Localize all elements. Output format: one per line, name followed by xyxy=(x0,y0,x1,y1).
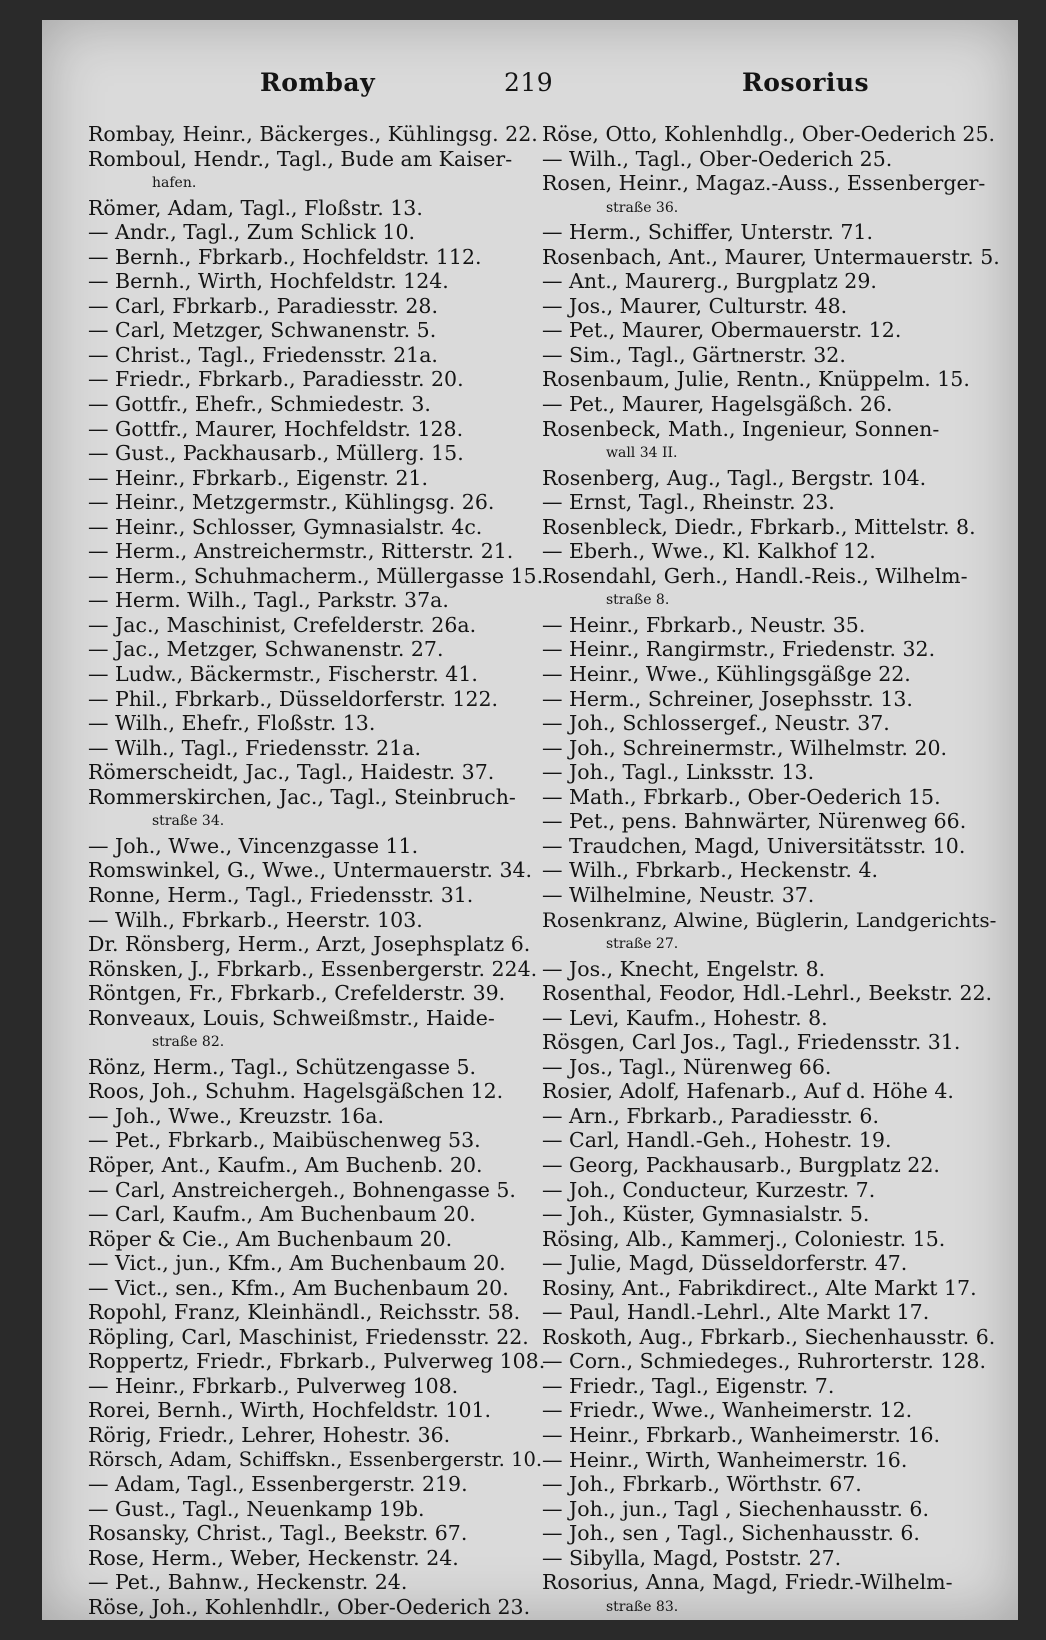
directory-entry: Rombay, Heinr., Bäckerges., Kühlingsg. 22. xyxy=(88,122,538,146)
directory-entry: — Ernst, Tagl., Rheinstr. 23. xyxy=(542,490,835,515)
directory-entry: — Wilh., Ehefr., Floßstr. 13. xyxy=(88,711,376,736)
directory-entry: — Gottfr., Ehefr., Schmiedestr. 3. xyxy=(88,392,431,417)
directory-entry: Röper, Ant., Kaufm., Am Buchenb. 20. xyxy=(88,1152,483,1177)
directory-entry: — Heinr., Rangirmstr., Friedenstr. 32. xyxy=(542,637,936,662)
directory-entry: — Heinr., Fbrkarb., Wanheimerstr. 16. xyxy=(542,1422,941,1447)
directory-entry: Rosenbach, Ant., Maurer, Untermauerstr. 5. xyxy=(542,244,1000,269)
directory-entry: Romboul, Hendr., Tagl., Bude am Kaiser- xyxy=(88,146,513,171)
directory-entry: — Pet., Maurer, Hagelsgäßch. 26. xyxy=(542,392,893,417)
directory-entry: — Bernh., Wirth, Hochfeldstr. 124. xyxy=(88,269,449,294)
directory-entry: Rosen, Heinr., Magaz.-Auss., Essenberger- xyxy=(542,171,986,196)
directory-entry: — Wilh., Tagl., Ober-Oederich 25. xyxy=(542,146,893,171)
directory-entry: — Carl, Handl.-Geh., Hohestr. 19. xyxy=(542,1128,892,1153)
directory-entry: — Ludw., Bäckermstr., Fischerstr. 41. xyxy=(88,662,478,687)
directory-entry: Rosenkranz, Alwine, Büglerin, Landgerichts- xyxy=(542,907,997,932)
directory-entry: — Bernh., Fbrkarb., Hochfeldstr. 112. xyxy=(88,244,482,269)
directory-entry: Ronveaux, Louis, Schweißmstr., Haide- xyxy=(88,1005,495,1030)
directory-entry: Rommerskirchen, Jac., Tagl., Steinbruch- xyxy=(88,784,516,809)
directory-entry: — Heinr., Wirth, Wanheimerstr. 16. xyxy=(542,1447,908,1472)
directory-entry: Rosenberg, Aug., Tagl., Bergstr. 104. xyxy=(542,465,927,490)
directory-entry: — Heinr., Metzgermstr., Kühlingsg. 26. xyxy=(88,490,495,515)
directory-entry: — Herm., Schuhmacherm., Müllergasse 15. xyxy=(88,563,544,588)
directory-entry: — Herm., Schiffer, Unterstr. 71. xyxy=(542,220,873,245)
directory-entry: — Pet., Maurer, Obermauerstr. 12. xyxy=(542,318,902,343)
directory-entry: Rösing, Alb., Kammerj., Coloniestr. 15. xyxy=(542,1226,946,1251)
entry-continuation: straße 36. xyxy=(606,199,679,216)
directory-entry: — Eberh., Wwe., Kl. Kalkhof 12. xyxy=(542,539,876,564)
header-left-keyword: Rombay xyxy=(260,68,376,97)
directory-entry: Römer, Adam, Tagl., Floßstr. 13. xyxy=(88,195,423,220)
directory-entry: Ronne, Herm., Tagl., Friedensstr. 31. xyxy=(88,882,474,907)
directory-entry: — Joh., Tagl., Linksstr. 13. xyxy=(542,760,815,785)
directory-entry: — Friedr., Tagl., Eigenstr. 7. xyxy=(542,1373,835,1398)
entry-continuation: straße 83. xyxy=(606,1598,679,1615)
directory-entry: — Pet., Bahnw., Heckenstr. 24. xyxy=(88,1570,408,1595)
entry-continuation: straße 34. xyxy=(152,813,225,830)
directory-entry: — Adam, Tagl., Essenbergerstr. 219. xyxy=(88,1472,468,1497)
directory-entry: Rorei, Bernh., Wirth, Hochfeldstr. 101. xyxy=(88,1398,492,1423)
directory-entry: Rosenbeck, Math., Ingenieur, Sonnen- xyxy=(542,416,940,441)
directory-entry: — Wilh., Tagl., Friedensstr. 21a. xyxy=(88,735,421,760)
directory-entry: — Herm., Anstreichermstr., Ritterstr. 21. xyxy=(88,539,514,564)
directory-entry: — Pet., Fbrkarb., Maibüschenweg 53. xyxy=(88,1128,481,1153)
directory-entry: — Arn., Fbrkarb., Paradiesstr. 6. xyxy=(542,1103,879,1128)
directory-entry: Rosorius, Anna, Magd, Friedr.-Wilhelm- xyxy=(542,1570,953,1595)
directory-entry: Röpling, Carl, Maschinist, Friedensstr. 22. xyxy=(88,1324,529,1349)
directory-entry: — Phil., Fbrkarb., Düsseldorferstr. 122. xyxy=(88,686,499,711)
directory-entry: — Vict., sen., Kfm., Am Buchenbaum 20. xyxy=(88,1275,509,1300)
directory-entry: — Vict., jun., Kfm., Am Buchenbaum 20. xyxy=(88,1251,506,1276)
directory-entry: — Joh., Conducteur, Kurzestr. 7. xyxy=(542,1177,876,1202)
directory-entry: — Jos., Maurer, Culturstr. 48. xyxy=(542,293,848,318)
directory-entry: — Joh., Schreinermstr., Wilhelmstr. 20. xyxy=(542,735,948,760)
directory-entry: — Friedr., Fbrkarb., Paradiesstr. 20. xyxy=(88,367,464,392)
entry-continuation: straße 27. xyxy=(606,936,679,953)
directory-entry: Rönsken, J., Fbrkarb., Essenbergerstr. 224. xyxy=(88,956,538,981)
directory-entry: — Pet., pens. Bahnwärter, Nürenweg 66. xyxy=(542,809,967,834)
directory-entry: — Gust., Packhausarb., Müllerg. 15. xyxy=(88,441,464,466)
directory-entry: — Gust., Tagl., Neuenkamp 19b. xyxy=(88,1496,425,1521)
directory-entry: Röse, Joh., Kohlenhdlr., Ober-Oederich 23. xyxy=(88,1594,531,1619)
directory-entry: — Herm. Wilh., Tagl., Parkstr. 37a. xyxy=(88,588,449,613)
directory-entry: Röse, Otto, Kohlenhdlg., Ober-Oederich 25. xyxy=(542,122,996,146)
directory-entry: — Sibylla, Magd, Poststr. 27. xyxy=(542,1545,842,1570)
directory-entry: Rörig, Friedr., Lehrer, Hohestr. 36. xyxy=(88,1422,451,1447)
directory-entry: Rose, Herm., Weber, Heckenstr. 24. xyxy=(88,1545,459,1570)
directory-entry: — Jac., Maschinist, Crefelderstr. 26a. xyxy=(88,612,477,637)
directory-entry: — Traudchen, Magd, Universitätsstr. 10. xyxy=(542,833,966,858)
entry-continuation: straße 82. xyxy=(152,1034,225,1051)
page-number: 219 xyxy=(504,68,554,97)
directory-entry: — Heinr., Fbrkarb., Neustr. 35. xyxy=(542,612,866,637)
directory-entry: Römerscheidt, Jac., Tagl., Haidestr. 37. xyxy=(88,760,495,785)
directory-entry: — Wilh., Fbrkarb., Heerstr. 103. xyxy=(88,907,423,932)
directory-entry: — Heinr., Wwe., Kühlingsgäßge 22. xyxy=(542,662,911,687)
directory-entry: — Levi, Kaufm., Hohestr. 8. xyxy=(542,1005,828,1030)
directory-entry: Rosendahl, Gerh., Handl.-Reis., Wilhelm- xyxy=(542,563,968,588)
directory-entry: — Carl, Metzger, Schwanenstr. 5. xyxy=(88,318,437,343)
directory-entry: — Jos., Knecht, Engelstr. 8. xyxy=(542,956,826,981)
directory-entry: Rosenbleck, Diedr., Fbrkarb., Mittelstr. 8. xyxy=(542,514,976,539)
directory-entry: Röper & Cie., Am Buchenbaum 20. xyxy=(88,1226,453,1251)
directory-entry: Rosansky, Christ., Tagl., Beekstr. 67. xyxy=(88,1521,468,1546)
directory-entry: Rosenbaum, Julie, Rentn., Knüppelm. 15. xyxy=(542,367,970,392)
directory-entry: — Sim., Tagl., Gärtnerstr. 32. xyxy=(542,342,846,367)
directory-entry: — Christ., Tagl., Friedensstr. 21a. xyxy=(88,342,438,367)
directory-entry: Rörsch, Adam, Schiffskn., Essenbergerstr. 10. xyxy=(88,1447,543,1471)
directory-entry: — Jos., Tagl., Nürenweg 66. xyxy=(542,1054,832,1079)
directory-entry: — Julie, Magd, Düsseldorferstr. 47. xyxy=(542,1251,908,1276)
page-header xyxy=(42,68,1018,108)
directory-entry: — Wilhelmine, Neustr. 37. xyxy=(542,882,815,907)
directory-entry: Röntgen, Fr., Fbrkarb., Crefelderstr. 39. xyxy=(88,981,506,1006)
entry-continuation: straße 8. xyxy=(606,592,670,609)
directory-entry: Roppertz, Friedr., Fbrkarb., Pulverweg 108. xyxy=(88,1349,546,1374)
entry-continuation: wall 34 II. xyxy=(606,445,678,462)
directory-entry: — Joh., Wwe., Kreuzstr. 16a. xyxy=(88,1103,385,1128)
directory-entry: Rosiny, Ant., Fabrikdirect., Alte Markt 17. xyxy=(542,1275,977,1300)
directory-entry: — Joh., Fbrkarb., Wörthstr. 67. xyxy=(542,1472,862,1497)
entry-continuation: hafen. xyxy=(152,175,197,192)
left-column xyxy=(88,122,548,1619)
directory-entry: Ropohl, Franz, Kleinhändl., Reichsstr. 58. xyxy=(88,1300,521,1325)
directory-entry: — Carl, Anstreichergeh., Bohnengasse 5. xyxy=(88,1177,516,1202)
directory-entry: — Carl, Kaufm., Am Buchenbaum 20. xyxy=(88,1202,476,1227)
directory-entry: — Carl, Fbrkarb., Paradiesstr. 28. xyxy=(88,293,438,318)
directory-entry: Dr. Rönsberg, Herm., Arzt, Josephsplatz 6. xyxy=(88,932,531,957)
directory-entry: Roskoth, Aug., Fbrkarb., Siechenhausstr. 6. xyxy=(542,1324,996,1349)
directory-entry: — Wilh., Fbrkarb., Heckenstr. 4. xyxy=(542,858,878,883)
directory-entry: Romswinkel, G., Wwe., Untermauerstr. 34. xyxy=(88,858,533,883)
directory-entry: Rosier, Adolf, Hafenarb., Auf d. Höhe 4. xyxy=(542,1079,954,1104)
directory-entry: — Joh., sen , Tagl., Sichenhausstr. 6. xyxy=(542,1521,920,1546)
directory-entry: Rosenthal, Feodor, Hdl.-Lehrl., Beekstr. 22. xyxy=(542,981,993,1006)
directory-entry: — Math., Fbrkarb., Ober-Oederich 15. xyxy=(542,784,941,809)
directory-entry: Rösgen, Carl Jos., Tagl., Friedensstr. 31. xyxy=(542,1030,961,1055)
directory-entry: — Joh., Wwe., Vincenzgasse 11. xyxy=(88,833,419,858)
directory-entry: — Jac., Metzger, Schwanenstr. 27. xyxy=(88,637,444,662)
header-right-keyword: Rosorius xyxy=(742,68,870,97)
directory-entry: — Georg, Packhausarb., Burgplatz 22. xyxy=(542,1152,940,1177)
directory-entry: Rönz, Herm., Tagl., Schützengasse 5. xyxy=(88,1054,477,1079)
directory-entry: — Herm., Schreiner, Josephsstr. 13. xyxy=(542,686,913,711)
directory-entry: — Friedr., Wwe., Wanheimerstr. 12. xyxy=(542,1398,913,1423)
directory-entry: — Paul, Handl.-Lehrl., Alte Markt 17. xyxy=(542,1300,930,1325)
directory-entry: — Andr., Tagl., Zum Schlick 10. xyxy=(88,220,416,245)
directory-entry: — Gottfr., Maurer, Hochfeldstr. 128. xyxy=(88,416,464,441)
right-column xyxy=(542,122,1006,1619)
directory-page xyxy=(42,20,1018,1620)
directory-entry: — Heinr., Schlosser, Gymnasialstr. 4c. xyxy=(88,514,483,539)
directory-entry: — Heinr., Fbrkarb., Pulverweg 108. xyxy=(88,1373,459,1398)
directory-entry: — Joh., Schlossergef., Neustr. 37. xyxy=(542,711,890,736)
directory-entry: — Ant., Maurerg., Burgplatz 29. xyxy=(542,269,877,294)
directory-entry: — Joh., Küster, Gymnasialstr. 5. xyxy=(542,1202,870,1227)
directory-entry: — Heinr., Fbrkarb., Eigenstr. 21. xyxy=(88,465,429,490)
directory-entry: — Corn., Schmiedeges., Ruhrorterstr. 128. xyxy=(542,1349,986,1374)
directory-entry: Roos, Joh., Schuhm. Hagelsgäßchen 12. xyxy=(88,1079,504,1104)
directory-entry: — Joh., jun., Tagl , Siechenhausstr. 6. xyxy=(542,1496,929,1521)
